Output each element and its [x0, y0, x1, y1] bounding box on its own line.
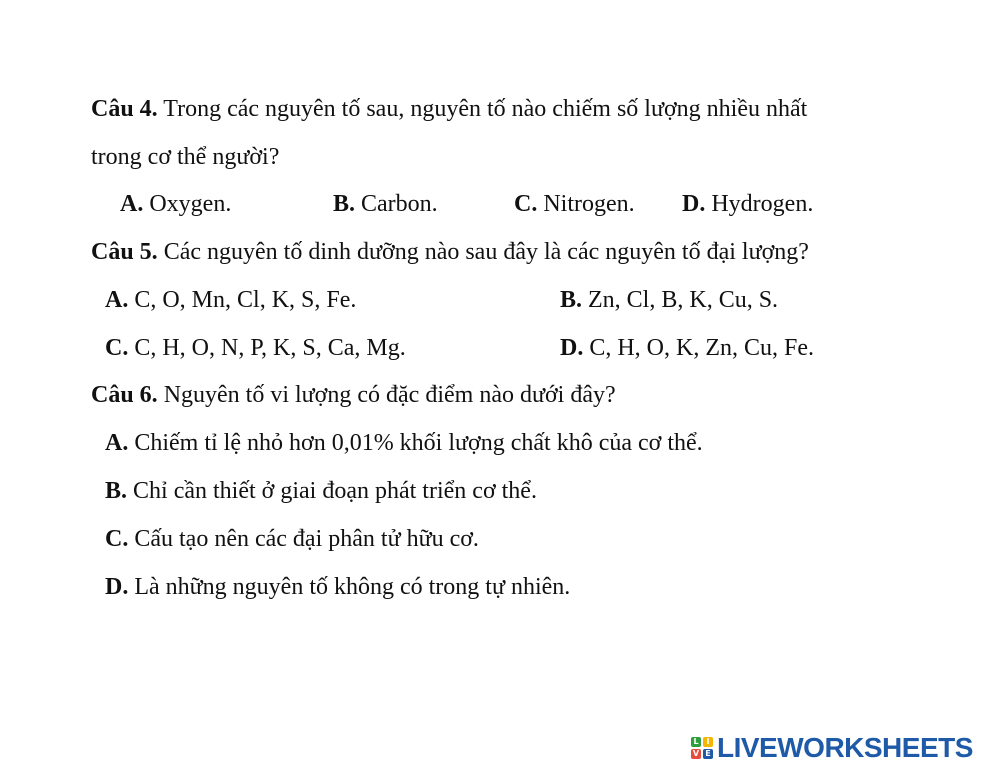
question-5-label: Câu 5. — [91, 239, 158, 265]
logo-mark-tile: V — [692, 749, 700, 758]
question-4-line-1 — [91, 94, 807, 124]
question-4-option-a[interactable] — [120, 189, 231, 219]
option-letter: D. — [105, 574, 129, 600]
option-text: C, O, Mn, Cl, K, S, Fe. — [128, 287, 357, 313]
question-4-option-c[interactable] — [514, 189, 635, 219]
option-letter: A. — [105, 287, 129, 313]
option-letter: B. — [105, 478, 128, 504]
question-5-text: Các nguyên tố dinh dưỡng nào sau đây là các nguyên tố đại lượng? — [157, 239, 809, 265]
question-4-label: Câu 4. — [91, 96, 158, 122]
option-text: Zn, Cl, B, K, Cu, S. — [582, 287, 779, 313]
option-text: C, H, O, K, Zn, Cu, Fe. — [583, 335, 815, 361]
question-6-text: Nguyên tố vi lượng có đặc điểm nào dưới đây? — [157, 382, 616, 408]
option-text: Chiếm tỉ lệ nhỏ hơn 0,01% khối lượng chất khô của cơ thể. — [128, 430, 703, 456]
logo-mark-tile: E — [703, 749, 713, 759]
liveworksheets-logo — [691, 733, 973, 763]
question-5-option-d[interactable] — [560, 333, 814, 363]
question-5-option-c[interactable] — [105, 333, 406, 363]
option-text: Nitrogen. — [537, 191, 635, 217]
question-4-text-cont: trong cơ thể người? — [91, 144, 280, 170]
option-letter: D. — [682, 191, 706, 217]
option-text: C, H, O, N, P, K, S, Ca, Mg. — [128, 335, 406, 361]
option-text: Oxygen. — [143, 191, 232, 217]
question-5-option-a[interactable] — [105, 285, 356, 315]
question-6-option-a[interactable] — [105, 428, 703, 458]
question-6-label: Câu 6. — [91, 382, 158, 408]
option-letter: A. — [120, 191, 144, 217]
question-6-option-c[interactable] — [105, 524, 479, 554]
logo-mark-icon — [691, 737, 713, 759]
logo-mark-tile: I — [703, 737, 713, 747]
question-4-text: Trong các nguyên tố sau, nguyên tố nào chiếm số lượng nhiều nhất — [157, 96, 808, 122]
option-letter: C. — [514, 191, 538, 217]
option-letter: C. — [105, 335, 129, 361]
question-4-line-2 — [91, 142, 279, 172]
logo-mark-tile: L — [691, 737, 701, 747]
logo-text: LIVEWORKSHEETS — [717, 732, 973, 763]
question-5-option-b[interactable] — [560, 285, 778, 315]
question-5-line-1 — [91, 237, 809, 267]
question-6-option-b[interactable] — [105, 476, 537, 506]
option-letter: D. — [560, 335, 584, 361]
question-6-option-d[interactable] — [105, 572, 570, 602]
option-letter: A. — [105, 430, 129, 456]
question-4-option-d[interactable] — [682, 189, 813, 219]
option-text: Là những nguyên tố không có trong tự nhiên. — [128, 574, 571, 600]
question-6-line-1 — [91, 380, 616, 410]
option-letter: B. — [333, 191, 356, 217]
option-text: Hydrogen. — [705, 191, 814, 217]
option-text: Carbon. — [355, 191, 438, 217]
option-text: Cấu tạo nên các đại phân tử hữu cơ. — [128, 526, 479, 552]
question-4-option-b[interactable] — [333, 189, 438, 219]
option-letter: B. — [560, 287, 583, 313]
option-letter: C. — [105, 526, 129, 552]
option-text: Chỉ cần thiết ở giai đoạn phát triển cơ thể. — [127, 478, 537, 504]
